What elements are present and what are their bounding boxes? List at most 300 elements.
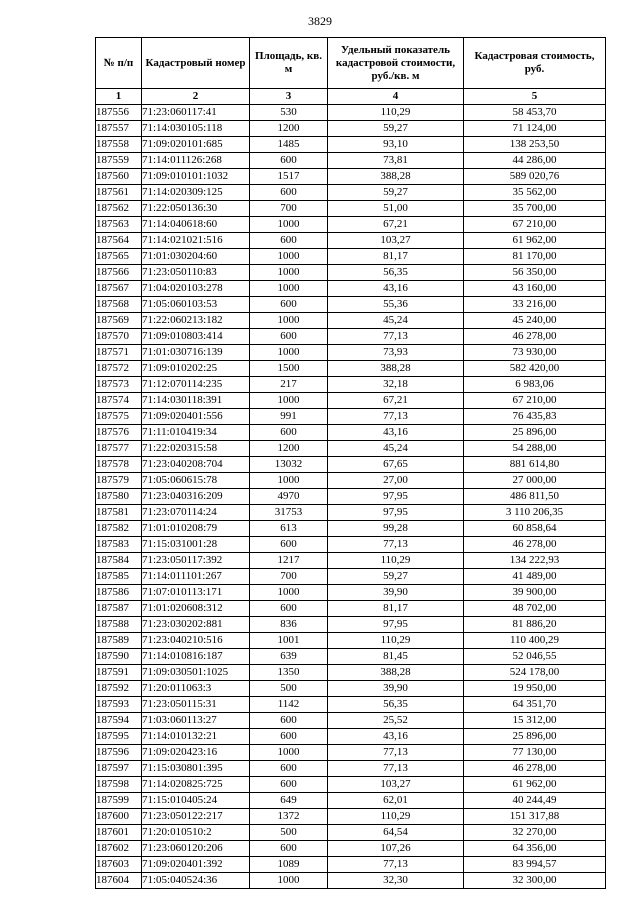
unit-value-cell: 64,54 [328, 825, 464, 841]
area-cell: 1372 [250, 809, 328, 825]
unit-value-cell: 97,95 [328, 505, 464, 521]
table-row [96, 185, 606, 201]
unit-value-cell: 99,28 [328, 521, 464, 537]
table-row [96, 457, 606, 473]
header-cadastral-value: Кадастровая стоимость, руб. [464, 38, 606, 89]
table-row [96, 649, 606, 665]
column-number: 1 [96, 89, 142, 105]
row-number-cell: 187571 [96, 345, 142, 361]
unit-value-cell: 110,29 [328, 105, 464, 121]
cadastral-number-cell: 71:01:010208:79 [142, 521, 250, 537]
cadastral-value-cell: 54 288,00 [464, 441, 606, 457]
unit-value-cell: 97,95 [328, 489, 464, 505]
area-cell: 1000 [250, 281, 328, 297]
row-number-cell: 187592 [96, 681, 142, 697]
cadastral-value-cell: 486 811,50 [464, 489, 606, 505]
cadastral-number-cell: 71:01:020608:312 [142, 601, 250, 617]
table-row [96, 505, 606, 521]
table-row [96, 825, 606, 841]
area-cell: 600 [250, 537, 328, 553]
cadastral-number-cell: 71:23:050117:392 [142, 553, 250, 569]
cadastral-number-cell: 71:14:020825:725 [142, 777, 250, 793]
cadastral-value-cell: 81 170,00 [464, 249, 606, 265]
cadastral-value-cell: 138 253,50 [464, 137, 606, 153]
column-number: 5 [464, 89, 606, 105]
area-cell: 1001 [250, 633, 328, 649]
unit-value-cell: 77,13 [328, 761, 464, 777]
cadastral-value-cell: 6 983,06 [464, 377, 606, 393]
area-cell: 530 [250, 105, 328, 121]
unit-value-cell: 77,13 [328, 857, 464, 873]
row-number-cell: 187585 [96, 569, 142, 585]
cadastral-number-cell: 71:09:020423:16 [142, 745, 250, 761]
table-row [96, 169, 606, 185]
unit-value-cell: 56,35 [328, 697, 464, 713]
unit-value-cell: 77,13 [328, 409, 464, 425]
unit-value-cell: 32,30 [328, 873, 464, 889]
row-number-cell: 187581 [96, 505, 142, 521]
cadastral-number-cell: 71:05:060615:78 [142, 473, 250, 489]
row-number-cell: 187584 [96, 553, 142, 569]
cadastral-value-cell: 46 278,00 [464, 329, 606, 345]
unit-value-cell: 67,21 [328, 393, 464, 409]
cadastral-number-cell: 71:14:020309:125 [142, 185, 250, 201]
cadastral-number-cell: 71:22:020315:58 [142, 441, 250, 457]
unit-value-cell: 59,27 [328, 185, 464, 201]
unit-value-cell: 43,16 [328, 729, 464, 745]
unit-value-cell: 45,24 [328, 441, 464, 457]
area-cell: 1350 [250, 665, 328, 681]
row-number-cell: 187602 [96, 841, 142, 857]
area-cell: 1217 [250, 553, 328, 569]
area-cell: 600 [250, 729, 328, 745]
table-row [96, 393, 606, 409]
cadastral-number-cell: 71:14:010132:21 [142, 729, 250, 745]
unit-value-cell: 77,13 [328, 537, 464, 553]
area-cell: 1000 [250, 313, 328, 329]
row-number-cell: 187597 [96, 761, 142, 777]
cadastral-value-cell: 35 700,00 [464, 201, 606, 217]
cadastral-value-cell: 32 270,00 [464, 825, 606, 841]
table-row [96, 217, 606, 233]
cadastral-number-cell: 71:01:030204:60 [142, 249, 250, 265]
table-row [96, 201, 606, 217]
unit-value-cell: 55,36 [328, 297, 464, 313]
row-number-cell: 187591 [96, 665, 142, 681]
area-cell: 4970 [250, 489, 328, 505]
row-number-cell: 187559 [96, 153, 142, 169]
table-row [96, 361, 606, 377]
page-number: 3829 [308, 14, 332, 28]
cadastral-number-cell: 71:23:060117:41 [142, 105, 250, 121]
table-row [96, 681, 606, 697]
area-cell: 600 [250, 233, 328, 249]
row-number-cell: 187587 [96, 601, 142, 617]
area-cell: 600 [250, 841, 328, 857]
header-area: Площадь, кв. м [250, 38, 328, 89]
row-number-cell: 187566 [96, 265, 142, 281]
unit-value-cell: 388,28 [328, 361, 464, 377]
unit-value-cell: 103,27 [328, 777, 464, 793]
row-number-cell: 187564 [96, 233, 142, 249]
cadastral-number-cell: 71:09:020401:392 [142, 857, 250, 873]
unit-value-cell: 39,90 [328, 681, 464, 697]
cadastral-value-cell: 64 351,70 [464, 697, 606, 713]
unit-value-cell: 103,27 [328, 233, 464, 249]
cadastral-value-cell: 43 160,00 [464, 281, 606, 297]
cadastral-value-cell: 67 210,00 [464, 393, 606, 409]
area-cell: 1517 [250, 169, 328, 185]
table-row [96, 473, 606, 489]
row-number-cell: 187598 [96, 777, 142, 793]
table-body [96, 105, 606, 889]
area-cell: 1142 [250, 697, 328, 713]
cadastral-value-cell: 33 216,00 [464, 297, 606, 313]
unit-value-cell: 43,16 [328, 425, 464, 441]
table-row [96, 713, 606, 729]
unit-value-cell: 62,01 [328, 793, 464, 809]
table-row [96, 585, 606, 601]
row-number-cell: 187567 [96, 281, 142, 297]
cadastral-number-cell: 71:05:040524:36 [142, 873, 250, 889]
unit-value-cell: 97,95 [328, 617, 464, 633]
cadastral-value-cell: 71 124,00 [464, 121, 606, 137]
area-cell: 613 [250, 521, 328, 537]
cadastral-number-cell: 71:14:011101:267 [142, 569, 250, 585]
row-number-cell: 187580 [96, 489, 142, 505]
table-row [96, 633, 606, 649]
area-cell: 1000 [250, 249, 328, 265]
area-cell: 1000 [250, 473, 328, 489]
unit-value-cell: 39,90 [328, 585, 464, 601]
cadastral-number-cell: 71:22:060213:182 [142, 313, 250, 329]
table-row [96, 569, 606, 585]
area-cell: 500 [250, 681, 328, 697]
unit-value-cell: 110,29 [328, 809, 464, 825]
row-number-cell: 187572 [96, 361, 142, 377]
table-row [96, 617, 606, 633]
cadastral-number-cell: 71:14:021021:516 [142, 233, 250, 249]
cadastral-value-table [95, 37, 606, 889]
cadastral-value-cell: 61 962,00 [464, 233, 606, 249]
row-number-cell: 187582 [96, 521, 142, 537]
unit-value-cell: 81,17 [328, 249, 464, 265]
cadastral-value-cell: 32 300,00 [464, 873, 606, 889]
row-number-cell: 187590 [96, 649, 142, 665]
unit-value-cell: 67,65 [328, 457, 464, 473]
table-row [96, 441, 606, 457]
cadastral-value-cell: 46 278,00 [464, 761, 606, 777]
cadastral-number-cell: 71:23:040316:209 [142, 489, 250, 505]
row-number-cell: 187562 [96, 201, 142, 217]
cadastral-value-cell: 41 489,00 [464, 569, 606, 585]
unit-value-cell: 43,16 [328, 281, 464, 297]
row-number-cell: 187568 [96, 297, 142, 313]
cadastral-number-cell: 71:23:050110:83 [142, 265, 250, 281]
unit-value-cell: 388,28 [328, 665, 464, 681]
row-number-cell: 187594 [96, 713, 142, 729]
area-cell: 1000 [250, 873, 328, 889]
cadastral-value-cell: 151 317,88 [464, 809, 606, 825]
unit-value-cell: 51,00 [328, 201, 464, 217]
row-number-cell: 187560 [96, 169, 142, 185]
cadastral-value-cell: 76 435,83 [464, 409, 606, 425]
cadastral-value-cell: 3 110 206,35 [464, 505, 606, 521]
cadastral-number-cell: 71:14:011126:268 [142, 153, 250, 169]
cadastral-value-cell: 52 046,55 [464, 649, 606, 665]
row-number-cell: 187583 [96, 537, 142, 553]
table-row [96, 553, 606, 569]
area-cell: 1200 [250, 441, 328, 457]
cadastral-number-cell: 71:12:070114:235 [142, 377, 250, 393]
cadastral-value-cell: 56 350,00 [464, 265, 606, 281]
table-row [96, 265, 606, 281]
cadastral-number-cell: 71:23:050115:31 [142, 697, 250, 713]
area-cell: 500 [250, 825, 328, 841]
table-row [96, 857, 606, 873]
area-cell: 700 [250, 569, 328, 585]
table-row [96, 489, 606, 505]
table-row [96, 329, 606, 345]
unit-value-cell: 110,29 [328, 633, 464, 649]
area-cell: 1000 [250, 265, 328, 281]
cadastral-value-cell: 45 240,00 [464, 313, 606, 329]
area-cell: 217 [250, 377, 328, 393]
cadastral-number-cell: 71:23:040208:704 [142, 457, 250, 473]
table-row [96, 233, 606, 249]
cadastral-value-cell: 35 562,00 [464, 185, 606, 201]
row-number-cell: 187588 [96, 617, 142, 633]
row-number-cell: 187570 [96, 329, 142, 345]
area-cell: 31753 [250, 505, 328, 521]
table-row [96, 313, 606, 329]
area-cell: 13032 [250, 457, 328, 473]
cadastral-number-cell: 71:14:010816:187 [142, 649, 250, 665]
table-row [96, 601, 606, 617]
cadastral-number-cell: 71:09:010101:1032 [142, 169, 250, 185]
cadastral-value-cell: 25 896,00 [464, 729, 606, 745]
area-cell: 1500 [250, 361, 328, 377]
row-number-cell: 187596 [96, 745, 142, 761]
unit-value-cell: 77,13 [328, 745, 464, 761]
cadastral-value-cell: 110 400,29 [464, 633, 606, 649]
header-row [96, 38, 606, 89]
cadastral-value-cell: 61 962,00 [464, 777, 606, 793]
unit-value-cell: 81,45 [328, 649, 464, 665]
row-number-cell: 187586 [96, 585, 142, 601]
cadastral-number-cell: 71:09:010202:25 [142, 361, 250, 377]
unit-value-cell: 59,27 [328, 121, 464, 137]
row-number-cell: 187599 [96, 793, 142, 809]
area-cell: 1000 [250, 345, 328, 361]
table-row [96, 537, 606, 553]
row-number-cell: 187595 [96, 729, 142, 745]
cadastral-number-cell: 71:22:050136:30 [142, 201, 250, 217]
cadastral-number-cell: 71:04:020103:278 [142, 281, 250, 297]
header-column-numbers [96, 89, 606, 105]
cadastral-number-cell: 71:23:050122:217 [142, 809, 250, 825]
area-cell: 836 [250, 617, 328, 633]
unit-value-cell: 388,28 [328, 169, 464, 185]
area-cell: 600 [250, 777, 328, 793]
table-row [96, 809, 606, 825]
table-row [96, 409, 606, 425]
area-cell: 700 [250, 201, 328, 217]
table-row [96, 249, 606, 265]
cadastral-value-cell: 60 858,64 [464, 521, 606, 537]
row-number-cell: 187604 [96, 873, 142, 889]
cadastral-number-cell: 71:14:030118:391 [142, 393, 250, 409]
cadastral-number-cell: 71:09:020401:556 [142, 409, 250, 425]
cadastral-number-cell: 71:09:020101:685 [142, 137, 250, 153]
area-cell: 1200 [250, 121, 328, 137]
cadastral-value-cell: 46 278,00 [464, 537, 606, 553]
cadastral-value-cell: 67 210,00 [464, 217, 606, 233]
row-number-cell: 187561 [96, 185, 142, 201]
table-row [96, 793, 606, 809]
area-cell: 600 [250, 297, 328, 313]
unit-value-cell: 77,13 [328, 329, 464, 345]
area-cell: 991 [250, 409, 328, 425]
cadastral-value-cell: 64 356,00 [464, 841, 606, 857]
row-number-cell: 187556 [96, 105, 142, 121]
cadastral-value-cell: 83 994,57 [464, 857, 606, 873]
cadastral-number-cell: 71:15:031001:28 [142, 537, 250, 553]
header-cadastral-number: Кадастровый номер [142, 38, 250, 89]
row-number-cell: 187579 [96, 473, 142, 489]
column-number: 3 [250, 89, 328, 105]
cadastral-value-cell: 589 020,76 [464, 169, 606, 185]
area-cell: 600 [250, 601, 328, 617]
area-cell: 1000 [250, 745, 328, 761]
row-number-cell: 187575 [96, 409, 142, 425]
row-number-cell: 187601 [96, 825, 142, 841]
row-number-cell: 187578 [96, 457, 142, 473]
area-cell: 1000 [250, 585, 328, 601]
cadastral-number-cell: 71:03:060113:27 [142, 713, 250, 729]
unit-value-cell: 27,00 [328, 473, 464, 489]
row-number-cell: 187557 [96, 121, 142, 137]
cadastral-number-cell: 71:07:010113:171 [142, 585, 250, 601]
row-number-cell: 187600 [96, 809, 142, 825]
row-number-cell: 187563 [96, 217, 142, 233]
cadastral-value-cell: 48 702,00 [464, 601, 606, 617]
area-cell: 600 [250, 713, 328, 729]
table-row [96, 425, 606, 441]
cadastral-number-cell: 71:23:070114:24 [142, 505, 250, 521]
unit-value-cell: 73,81 [328, 153, 464, 169]
area-cell: 639 [250, 649, 328, 665]
cadastral-value-cell: 15 312,00 [464, 713, 606, 729]
row-number-cell: 187603 [96, 857, 142, 873]
cadastral-value-cell: 58 453,70 [464, 105, 606, 121]
cadastral-value-cell: 134 222,93 [464, 553, 606, 569]
unit-value-cell: 107,26 [328, 841, 464, 857]
unit-value-cell: 73,93 [328, 345, 464, 361]
cadastral-number-cell: 71:01:030716:139 [142, 345, 250, 361]
cadastral-value-cell: 40 244,49 [464, 793, 606, 809]
area-cell: 1089 [250, 857, 328, 873]
area-cell: 1000 [250, 393, 328, 409]
row-number-cell: 187569 [96, 313, 142, 329]
cadastral-number-cell: 71:15:010405:24 [142, 793, 250, 809]
area-cell: 1000 [250, 217, 328, 233]
unit-value-cell: 93,10 [328, 137, 464, 153]
cadastral-value-cell: 881 614,80 [464, 457, 606, 473]
unit-value-cell: 81,17 [328, 601, 464, 617]
row-number-cell: 187577 [96, 441, 142, 457]
cadastral-number-cell: 71:20:011063:3 [142, 681, 250, 697]
unit-value-cell: 110,29 [328, 553, 464, 569]
header-row-number: № п/п [96, 38, 142, 89]
row-number-cell: 187574 [96, 393, 142, 409]
column-number: 2 [142, 89, 250, 105]
column-number: 4 [328, 89, 464, 105]
cadastral-number-cell: 71:09:010803:414 [142, 329, 250, 345]
row-number-cell: 187558 [96, 137, 142, 153]
unit-value-cell: 45,24 [328, 313, 464, 329]
row-number-cell: 187573 [96, 377, 142, 393]
cadastral-value-cell: 44 286,00 [464, 153, 606, 169]
area-cell: 1485 [250, 137, 328, 153]
cadastral-number-cell: 71:23:060120:206 [142, 841, 250, 857]
unit-value-cell: 67,21 [328, 217, 464, 233]
cadastral-number-cell: 71:14:030105:118 [142, 121, 250, 137]
cadastral-number-cell: 71:23:030202:881 [142, 617, 250, 633]
area-cell: 600 [250, 761, 328, 777]
cadastral-value-cell: 73 930,00 [464, 345, 606, 361]
cadastral-value-cell: 77 130,00 [464, 745, 606, 761]
table-row [96, 281, 606, 297]
table-row [96, 841, 606, 857]
cadastral-number-cell: 71:11:010419:34 [142, 425, 250, 441]
cadastral-number-cell: 71:09:030501:1025 [142, 665, 250, 681]
table-row [96, 697, 606, 713]
cadastral-value-cell: 27 000,00 [464, 473, 606, 489]
table-row [96, 105, 606, 121]
cadastral-number-cell: 71:05:060103:53 [142, 297, 250, 313]
table-row [96, 745, 606, 761]
area-cell: 600 [250, 153, 328, 169]
row-number-cell: 187593 [96, 697, 142, 713]
row-number-cell: 187576 [96, 425, 142, 441]
table-row [96, 121, 606, 137]
unit-value-cell: 56,35 [328, 265, 464, 281]
area-cell: 600 [250, 425, 328, 441]
row-number-cell: 187565 [96, 249, 142, 265]
header-unit-value: Удельный показатель кадастровой стоимости, руб./кв. м [328, 38, 464, 89]
area-cell: 600 [250, 329, 328, 345]
table-row [96, 297, 606, 313]
row-number-cell: 187589 [96, 633, 142, 649]
table-row [96, 761, 606, 777]
area-cell: 600 [250, 185, 328, 201]
table-row [96, 345, 606, 361]
table-row [96, 873, 606, 889]
area-cell: 649 [250, 793, 328, 809]
cadastral-value-cell: 81 886,20 [464, 617, 606, 633]
cadastral-number-cell: 71:14:040618:60 [142, 217, 250, 233]
table-row [96, 777, 606, 793]
table-row [96, 377, 606, 393]
cadastral-value-cell: 39 900,00 [464, 585, 606, 601]
table-row [96, 729, 606, 745]
unit-value-cell: 32,18 [328, 377, 464, 393]
table-row [96, 153, 606, 169]
cadastral-value-cell: 524 178,00 [464, 665, 606, 681]
cadastral-number-cell: 71:20:010510:2 [142, 825, 250, 841]
unit-value-cell: 59,27 [328, 569, 464, 585]
